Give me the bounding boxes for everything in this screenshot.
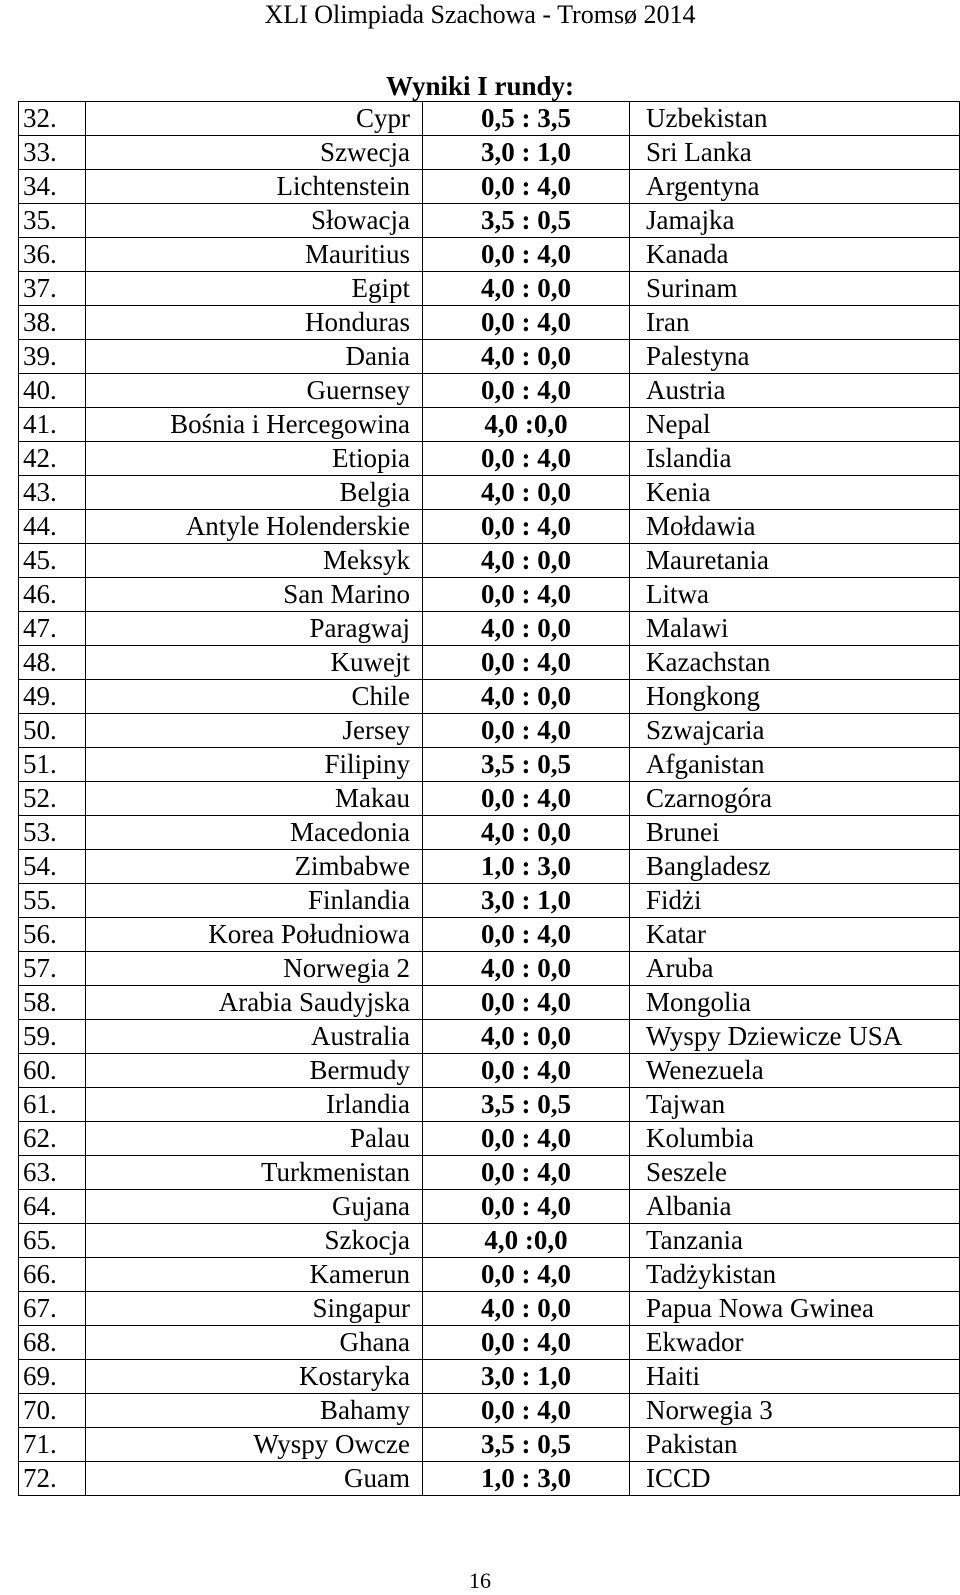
home-team: Ghana: [86, 1326, 423, 1360]
home-team: Finlandia: [86, 884, 423, 918]
match-score: 3,5 : 0,5: [423, 1088, 630, 1122]
table-row: [19, 646, 960, 680]
away-team: Katar: [630, 918, 960, 952]
home-team: Słowacja: [86, 204, 423, 238]
home-team: Gujana: [86, 1190, 423, 1224]
board-number: 54.: [19, 850, 86, 884]
table-row: [19, 442, 960, 476]
home-team: Etiopia: [86, 442, 423, 476]
board-number: 68.: [19, 1326, 86, 1360]
away-team: Haiti: [630, 1360, 960, 1394]
home-team: Turkmenistan: [86, 1156, 423, 1190]
away-team: Fidżi: [630, 884, 960, 918]
match-score: 4,0 : 0,0: [423, 1020, 630, 1054]
home-team: Dania: [86, 340, 423, 374]
home-team: Macedonia: [86, 816, 423, 850]
away-team: Mołdawia: [630, 510, 960, 544]
home-team: Arabia Saudyjska: [86, 986, 423, 1020]
match-score: 0,0 : 4,0: [423, 238, 630, 272]
match-score: 1,0 : 3,0: [423, 850, 630, 884]
home-team: Antyle Holenderskie: [86, 510, 423, 544]
match-score: 4,0 : 0,0: [423, 476, 630, 510]
table-row: [19, 476, 960, 510]
home-team: Egipt: [86, 272, 423, 306]
match-score: 0,0 : 4,0: [423, 1258, 630, 1292]
home-team: Palau: [86, 1122, 423, 1156]
home-team: Irlandia: [86, 1088, 423, 1122]
home-team: Honduras: [86, 306, 423, 340]
home-team: Mauritius: [86, 238, 423, 272]
match-score: 3,0 : 1,0: [423, 1360, 630, 1394]
board-number: 36.: [19, 238, 86, 272]
match-score: 0,0 : 4,0: [423, 170, 630, 204]
table-row: [19, 272, 960, 306]
match-score: 3,5 : 0,5: [423, 1428, 630, 1462]
match-score: 4,0 : 0,0: [423, 544, 630, 578]
away-team: Tajwan: [630, 1088, 960, 1122]
home-team: Jersey: [86, 714, 423, 748]
results-table: [18, 101, 960, 1496]
away-team: Szwajcaria: [630, 714, 960, 748]
board-number: 38.: [19, 306, 86, 340]
match-score: 0,0 : 4,0: [423, 578, 630, 612]
match-score: 0,0 : 4,0: [423, 1326, 630, 1360]
results-table-body: [19, 102, 960, 1496]
away-team: Tadżykistan: [630, 1258, 960, 1292]
board-number: 34.: [19, 170, 86, 204]
board-number: 35.: [19, 204, 86, 238]
home-team: Kamerun: [86, 1258, 423, 1292]
match-score: 1,0 : 3,0: [423, 1462, 630, 1496]
home-team: Szkocja: [86, 1224, 423, 1258]
table-row: [19, 170, 960, 204]
table-row: [19, 680, 960, 714]
match-score: 0,0 : 4,0: [423, 306, 630, 340]
match-score: 0,0 : 4,0: [423, 510, 630, 544]
table-row: [19, 1428, 960, 1462]
match-score: 0,0 : 4,0: [423, 646, 630, 680]
away-team: Argentyna: [630, 170, 960, 204]
table-row: [19, 816, 960, 850]
board-number: 48.: [19, 646, 86, 680]
away-team: Kazachstan: [630, 646, 960, 680]
table-row: [19, 1054, 960, 1088]
board-number: 61.: [19, 1088, 86, 1122]
match-score: 0,0 : 4,0: [423, 1122, 630, 1156]
table-row: [19, 714, 960, 748]
away-team: Aruba: [630, 952, 960, 986]
away-team: Seszele: [630, 1156, 960, 1190]
match-score: 3,5 : 0,5: [423, 748, 630, 782]
board-number: 52.: [19, 782, 86, 816]
away-team: Litwa: [630, 578, 960, 612]
home-team: Belgia: [86, 476, 423, 510]
table-row: [19, 1462, 960, 1496]
board-number: 67.: [19, 1292, 86, 1326]
page-number: 16: [469, 1568, 491, 1593]
table-row: [19, 1258, 960, 1292]
board-number: 53.: [19, 816, 86, 850]
match-score: 0,0 : 4,0: [423, 1054, 630, 1088]
board-number: 51.: [19, 748, 86, 782]
away-team: Mongolia: [630, 986, 960, 1020]
board-number: 60.: [19, 1054, 86, 1088]
away-team: Hongkong: [630, 680, 960, 714]
board-number: 57.: [19, 952, 86, 986]
table-row: [19, 1088, 960, 1122]
match-score: 0,0 : 4,0: [423, 1394, 630, 1428]
board-number: 44.: [19, 510, 86, 544]
away-team: Jamajka: [630, 204, 960, 238]
home-team: Cypr: [86, 102, 423, 136]
board-number: 65.: [19, 1224, 86, 1258]
home-team: Zimbabwe: [86, 850, 423, 884]
board-number: 55.: [19, 884, 86, 918]
match-score: 0,0 : 4,0: [423, 986, 630, 1020]
table-row: [19, 340, 960, 374]
away-team: Nepal: [630, 408, 960, 442]
table-row: [19, 612, 960, 646]
table-row: [19, 1394, 960, 1428]
away-team: Pakistan: [630, 1428, 960, 1462]
home-team: Kuwejt: [86, 646, 423, 680]
table-row: [19, 1224, 960, 1258]
table-row: [19, 1122, 960, 1156]
match-score: 0,5 : 3,5: [423, 102, 630, 136]
board-number: 69.: [19, 1360, 86, 1394]
board-number: 33.: [19, 136, 86, 170]
table-row: [19, 408, 960, 442]
away-team: Austria: [630, 374, 960, 408]
table-row: [19, 952, 960, 986]
home-team: Szwecja: [86, 136, 423, 170]
match-score: 0,0 : 4,0: [423, 374, 630, 408]
match-score: 4,0 : 0,0: [423, 612, 630, 646]
board-number: 45.: [19, 544, 86, 578]
away-team: Czarnogóra: [630, 782, 960, 816]
table-row: [19, 1292, 960, 1326]
home-team: Wyspy Owcze: [86, 1428, 423, 1462]
away-team: Papua Nowa Gwinea: [630, 1292, 960, 1326]
page-header: XLI Olimpiada Szachowa - Tromsø 2014: [264, 0, 696, 29]
match-score: 0,0 : 4,0: [423, 918, 630, 952]
home-team: San Marino: [86, 578, 423, 612]
away-team: Surinam: [630, 272, 960, 306]
away-team: Iran: [630, 306, 960, 340]
board-number: 39.: [19, 340, 86, 374]
match-score: 4,0 : 0,0: [423, 952, 630, 986]
away-team: Uzbekistan: [630, 102, 960, 136]
board-number: 63.: [19, 1156, 86, 1190]
board-number: 37.: [19, 272, 86, 306]
away-team: Wyspy Dziewicze USA: [630, 1020, 960, 1054]
table-row: [19, 1190, 960, 1224]
home-team: Australia: [86, 1020, 423, 1054]
table-row: [19, 884, 960, 918]
match-score: 4,0 :0,0: [423, 1224, 630, 1258]
away-team: Ekwador: [630, 1326, 960, 1360]
board-number: 42.: [19, 442, 86, 476]
table-row: [19, 374, 960, 408]
table-row: [19, 136, 960, 170]
match-score: 4,0 : 0,0: [423, 680, 630, 714]
board-number: 49.: [19, 680, 86, 714]
away-team: ICCD: [630, 1462, 960, 1496]
table-row: [19, 850, 960, 884]
table-row: [19, 1020, 960, 1054]
away-team: Palestyna: [630, 340, 960, 374]
home-team: Korea Południowa: [86, 918, 423, 952]
section-title: Wyniki I rundy:: [385, 71, 575, 101]
away-team: Afganistan: [630, 748, 960, 782]
board-number: 64.: [19, 1190, 86, 1224]
board-number: 56.: [19, 918, 86, 952]
match-score: 4,0 : 0,0: [423, 340, 630, 374]
table-row: [19, 238, 960, 272]
board-number: 59.: [19, 1020, 86, 1054]
away-team: Norwegia 3: [630, 1394, 960, 1428]
match-score: 4,0 : 0,0: [423, 816, 630, 850]
board-number: 58.: [19, 986, 86, 1020]
away-team: Tanzania: [630, 1224, 960, 1258]
board-number: 70.: [19, 1394, 86, 1428]
board-number: 46.: [19, 578, 86, 612]
board-number: 72.: [19, 1462, 86, 1496]
away-team: Kolumbia: [630, 1122, 960, 1156]
match-score: 0,0 : 4,0: [423, 1156, 630, 1190]
table-row: [19, 748, 960, 782]
away-team: Bangladesz: [630, 850, 960, 884]
board-number: 50.: [19, 714, 86, 748]
table-row: [19, 544, 960, 578]
board-number: 66.: [19, 1258, 86, 1292]
match-score: 3,0 : 1,0: [423, 136, 630, 170]
table-row: [19, 510, 960, 544]
table-row: [19, 204, 960, 238]
away-team: Albania: [630, 1190, 960, 1224]
match-score: 3,5 : 0,5: [423, 204, 630, 238]
home-team: Bermudy: [86, 1054, 423, 1088]
board-number: 43.: [19, 476, 86, 510]
table-row: [19, 918, 960, 952]
match-score: 0,0 : 4,0: [423, 442, 630, 476]
home-team: Bośnia i Hercegowina: [86, 408, 423, 442]
home-team: Singapur: [86, 1292, 423, 1326]
match-score: 0,0 : 4,0: [423, 714, 630, 748]
away-team: Sri Lanka: [630, 136, 960, 170]
table-row: [19, 986, 960, 1020]
table-row: [19, 782, 960, 816]
board-number: 32.: [19, 102, 86, 136]
table-row: [19, 1360, 960, 1394]
home-team: Norwegia 2: [86, 952, 423, 986]
table-row: [19, 306, 960, 340]
match-score: 3,0 : 1,0: [423, 884, 630, 918]
home-team: Kostaryka: [86, 1360, 423, 1394]
home-team: Bahamy: [86, 1394, 423, 1428]
home-team: Filipiny: [86, 748, 423, 782]
home-team: Lichtenstein: [86, 170, 423, 204]
away-team: Islandia: [630, 442, 960, 476]
match-score: 4,0 : 0,0: [423, 272, 630, 306]
away-team: Kanada: [630, 238, 960, 272]
table-row: [19, 102, 960, 136]
home-team: Meksyk: [86, 544, 423, 578]
match-score: 0,0 : 4,0: [423, 1190, 630, 1224]
table-row: [19, 1326, 960, 1360]
board-number: 40.: [19, 374, 86, 408]
board-number: 41.: [19, 408, 86, 442]
away-team: Brunei: [630, 816, 960, 850]
match-score: 4,0 :0,0: [423, 408, 630, 442]
away-team: Malawi: [630, 612, 960, 646]
away-team: Wenezuela: [630, 1054, 960, 1088]
home-team: Guernsey: [86, 374, 423, 408]
table-row: [19, 1156, 960, 1190]
away-team: Mauretania: [630, 544, 960, 578]
board-number: 62.: [19, 1122, 86, 1156]
home-team: Chile: [86, 680, 423, 714]
home-team: Makau: [86, 782, 423, 816]
home-team: Guam: [86, 1462, 423, 1496]
board-number: 47.: [19, 612, 86, 646]
match-score: 4,0 : 0,0: [423, 1292, 630, 1326]
match-score: 0,0 : 4,0: [423, 782, 630, 816]
board-number: 71.: [19, 1428, 86, 1462]
table-row: [19, 578, 960, 612]
away-team: Kenia: [630, 476, 960, 510]
home-team: Paragwaj: [86, 612, 423, 646]
